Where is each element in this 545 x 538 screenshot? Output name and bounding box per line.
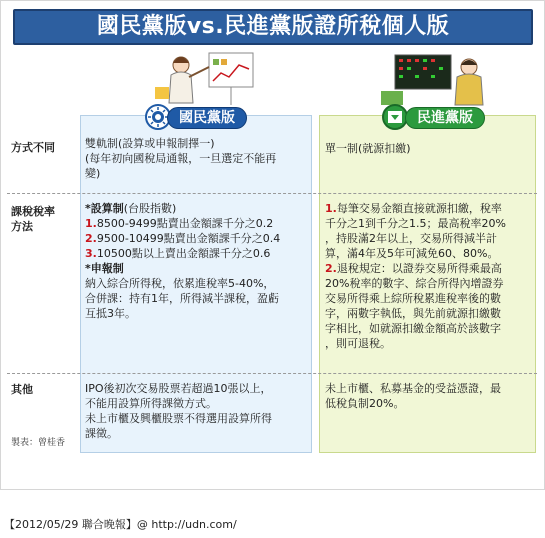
dpp-method-line: 單一制(就源扣繳) <box>325 142 411 155</box>
kmt-rate-item <box>85 231 309 246</box>
kmt-rate-item <box>85 246 309 261</box>
dpp-rate-line: 字，兩數字執低，與先前就源扣繳數 <box>325 307 501 320</box>
kmt-rate-heading <box>85 201 309 216</box>
dpp-rate-line: ，持股滿2年以上，交易所得減半計 <box>325 232 497 245</box>
kmt-method-line: 變) <box>85 167 101 180</box>
kmt-method-line: 雙軌制(設算或申報制擇一) <box>85 137 215 150</box>
dpp-rate-line <box>325 261 535 276</box>
dpp-rate-line: 20%稅率的數字、綜合所得內增證券 <box>325 277 504 290</box>
kmt-column-header: 國民黨版 <box>167 107 247 129</box>
dpp-rate-line <box>325 201 535 216</box>
dpp-rate-line: 交易所得乘上綜所稅累進稅率後的數 <box>325 292 501 305</box>
dpp-method-cell <box>325 141 533 156</box>
source-footer: 【2012/05/29 聯合晚報】@ http://udn.com/ <box>4 518 237 531</box>
kmt-other-line: 未上市櫃及興櫃股票不得選用設算所得 <box>85 412 272 425</box>
item-text: 10500點以上賣出金額課千分之0.6 <box>96 247 271 260</box>
row-divider <box>7 373 537 374</box>
dpp-column-header: 民進黨版 <box>405 107 485 129</box>
dpp-investor-illustration <box>381 49 501 109</box>
item-number: 1. <box>85 217 97 230</box>
row-divider <box>7 193 537 194</box>
dpp-rate-line: 算，滿4年及5年可減免60、80%。 <box>325 247 499 260</box>
item-text: 8500-9499點賣出金額課千分之0.2 <box>96 217 274 230</box>
dpp-rate-cell <box>325 201 535 351</box>
kmt-rate-line: 納入綜合所得稅，依累進稅率5-40%， <box>85 277 275 290</box>
title-banner <box>13 9 533 45</box>
kmt-rate-item <box>85 216 309 231</box>
row-label-rate <box>11 204 55 234</box>
kmt-rate-cell <box>85 201 309 321</box>
dpp-rate-line: 字相比，如就源扣繳金額高於該數字 <box>325 322 501 335</box>
page-title: 國民黨版vs.民進黨版證所稅個人版 <box>96 14 450 39</box>
item-text: 每筆交易金額直接就源扣繳，稅率 <box>336 202 502 215</box>
dpp-rate-line: 千分之1到千分之1.5；最高稅率20% <box>325 217 506 230</box>
dpp-rate-line: ，則可退稅。 <box>325 337 391 350</box>
item-text: 9500-10499點賣出金額課千分之0.4 <box>96 232 281 245</box>
item-number: 1. <box>325 202 337 215</box>
row-label-rate-line: 方法 <box>11 220 33 233</box>
kmt-heading-note: (台股指數) <box>123 202 177 215</box>
kmt-other-line: 不能用設算所得課徵方式。 <box>85 397 217 410</box>
chart-credit: 製表：曾桂香 <box>11 438 66 448</box>
row-label-other: 其他 <box>11 383 33 396</box>
kmt-method-cell <box>85 136 309 181</box>
kmt-rate-heading: *申報制 <box>85 262 124 275</box>
dpp-other-line: 低稅負制20%。 <box>325 397 405 410</box>
kmt-rate-line: 合併課：持有1年，所得減半課稅，盈虧 <box>85 292 279 305</box>
dpp-other-cell <box>325 381 535 411</box>
kmt-other-cell <box>85 381 309 441</box>
row-label-rate-line: 課稅稅率 <box>11 205 55 218</box>
kmt-other-line: IPO後初次交易股票若超過10張以上， <box>85 382 272 395</box>
kmt-investor-illustration <box>151 49 271 109</box>
kmt-other-line: 課徵。 <box>85 427 118 440</box>
item-number: 3. <box>85 247 97 260</box>
item-number: 2. <box>325 262 337 275</box>
kmt-rate-line: 互抵3年。 <box>85 307 136 320</box>
dpp-other-line: 未上市櫃、私募基金的受益憑證，最 <box>325 382 501 395</box>
item-number: 2. <box>85 232 97 245</box>
kmt-method-line: (每年初向國稅局通報，一旦選定不能再 <box>85 152 277 165</box>
item-text: 退稅規定：以證券交易所得乘最高 <box>336 262 502 275</box>
kmt-heading-text: *設算制 <box>85 202 124 215</box>
row-label-method: 方式不同 <box>11 141 55 154</box>
